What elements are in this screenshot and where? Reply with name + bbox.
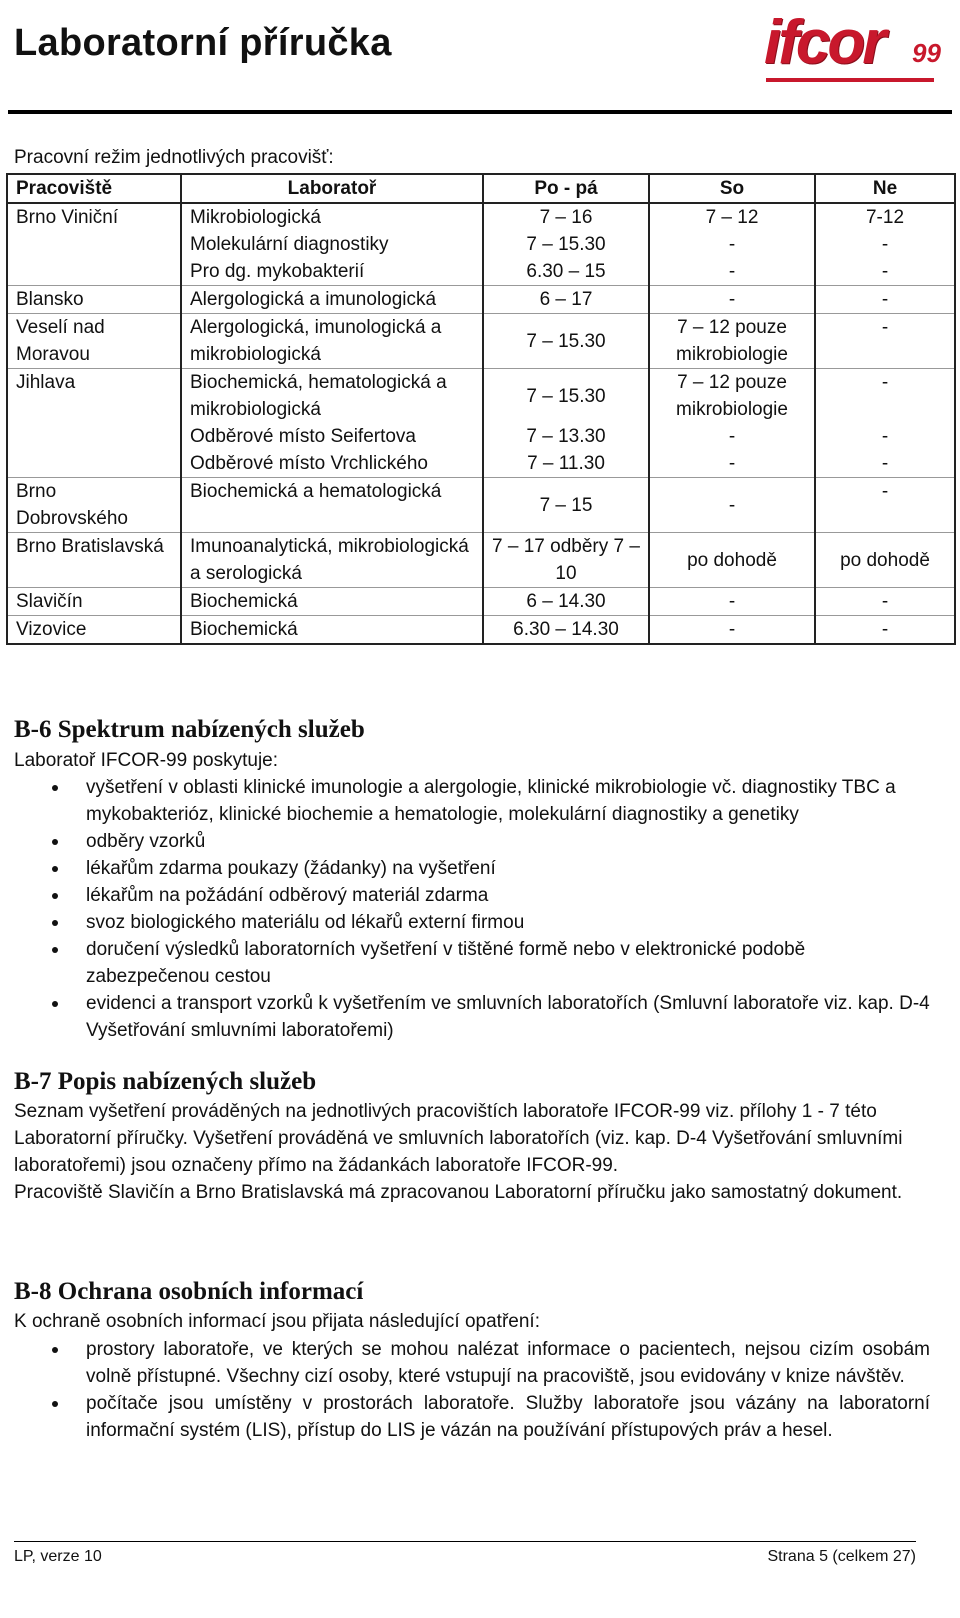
cell-so: - xyxy=(649,616,815,645)
cell-po-pa: 7 – 17 odběry 7 – 10 xyxy=(483,533,649,588)
cell-site: Brno Dobrovského xyxy=(7,478,181,533)
cell-so: 7 – 12 pouze mikrobiologie xyxy=(649,314,815,369)
list-item xyxy=(0,909,930,936)
working-hours-table xyxy=(6,173,956,645)
cell-site xyxy=(7,450,181,478)
cell-lab: Mikrobiologická xyxy=(181,203,483,231)
cell-lab: Molekulární diagnostiky xyxy=(181,231,483,258)
table-row xyxy=(7,533,955,588)
list-item-text: odběry vzorků xyxy=(86,831,206,852)
cell-so: 7 – 12 xyxy=(649,203,815,231)
list-item-text: prostory laboratoře, ve kterých se mohou nalézat informace o pacientech, nejsou cizím osobám volně přístupné. Všechny cizí osoby, které vstupují na pracoviště, jsou evidovány v knize návštěv. xyxy=(86,1339,930,1387)
list-item xyxy=(0,1336,930,1390)
logo-underline xyxy=(766,78,934,82)
column-header: Pracoviště xyxy=(7,174,181,203)
cell-so: - xyxy=(649,478,815,533)
bullet-icon xyxy=(52,1347,58,1353)
table-row xyxy=(7,423,955,450)
list-item-text: evidenci a transport vzorků k vyšetřením ve smluvních laboratořích (Smluvní laboratoře viz. kap. D-4 Vyšetřování smluvními laboratořemi) xyxy=(86,993,930,1041)
bullet-icon xyxy=(52,839,58,845)
footer-version: LP, verze 10 xyxy=(14,1548,102,1565)
cell-site: Blansko xyxy=(7,286,181,314)
bullet-icon xyxy=(52,785,58,791)
list-item-text: vyšetření v oblasti klinické imunologie a alergologie, klinické mikrobiologie vč. diagnostiky TBC a mykobakterióz, klinické biochemie a hematologie, molekulární diagnostiky a genetiky xyxy=(86,777,896,825)
cell-lab: Biochemická xyxy=(181,588,483,616)
cell-po-pa: 7 – 16 xyxy=(483,203,649,231)
cell-so: po dohodě xyxy=(649,533,815,588)
list-item-text: počítače jsou umístěny v prostorách laboratoře. Služby laboratoře jsou vázány na laboratorní informační systém (LIS), přístup do LIS je vázán na používání přístupových práv a hesel. xyxy=(86,1393,930,1441)
header-divider xyxy=(8,110,952,114)
section-heading-b7: B-7 Popis nabízených služeb xyxy=(14,1068,317,1095)
cell-site xyxy=(7,231,181,258)
cell-ne: - xyxy=(815,369,955,424)
cell-ne: - xyxy=(815,314,955,369)
cell-site xyxy=(7,258,181,286)
list-item xyxy=(0,1390,930,1444)
bullet-icon xyxy=(52,866,58,872)
table-header-row xyxy=(7,174,955,203)
list-item xyxy=(0,774,930,828)
cell-po-pa: 6 – 17 xyxy=(483,286,649,314)
b8-intro: K ochraně osobních informací jsou přijata následující opatření: xyxy=(14,1311,540,1332)
section-heading-b8: B-8 Ochrana osobních informací xyxy=(14,1278,364,1305)
list-item xyxy=(0,936,930,990)
cell-site: Veselí nad Moravou xyxy=(7,314,181,369)
cell-lab: Pro dg. mykobakterií xyxy=(181,258,483,286)
cell-po-pa: 7 – 15.30 xyxy=(483,369,649,424)
logo-text: ifcor xyxy=(764,8,884,77)
cell-ne: - xyxy=(815,286,955,314)
cell-po-pa: 6 – 14.30 xyxy=(483,588,649,616)
cell-po-pa: 7 – 15.30 xyxy=(483,231,649,258)
table-row xyxy=(7,450,955,478)
table-row xyxy=(7,231,955,258)
cell-po-pa: 6.30 – 14.30 xyxy=(483,616,649,645)
bullet-icon xyxy=(52,947,58,953)
list-item-text: svoz biologického materiálu od lékařů externí firmou xyxy=(86,912,525,933)
cell-lab: Alergologická, imunologická a mikrobiologická xyxy=(181,314,483,369)
cell-lab: Odběrové místo Seifertova xyxy=(181,423,483,450)
cell-so: 7 – 12 pouze mikrobiologie xyxy=(649,369,815,424)
cell-ne: - xyxy=(815,423,955,450)
cell-po-pa: 7 – 11.30 xyxy=(483,450,649,478)
table-caption: Pracovní režim jednotlivých pracovišť: xyxy=(14,147,334,168)
cell-site: Brno Bratislavská xyxy=(7,533,181,588)
cell-so: - xyxy=(649,258,815,286)
b6-list xyxy=(0,774,930,1044)
cell-ne: - xyxy=(815,231,955,258)
cell-ne: - xyxy=(815,450,955,478)
table-row xyxy=(7,478,955,533)
bullet-icon xyxy=(52,920,58,926)
table-row xyxy=(7,286,955,314)
column-header: Ne xyxy=(815,174,955,203)
table-row xyxy=(7,203,955,231)
ifcor-logo xyxy=(764,4,946,86)
table-row xyxy=(7,588,955,616)
cell-po-pa: 7 – 15 xyxy=(483,478,649,533)
list-item-text: doručení výsledků laboratorních vyšetření v tištěné formě nebo v elektronické podobě zabezpečenou cestou xyxy=(86,939,806,987)
cell-site: Jihlava xyxy=(7,369,181,424)
b8-list xyxy=(0,1336,930,1444)
footer-page-number: Strana 5 (celkem 27) xyxy=(767,1548,916,1565)
column-header: Po - pá xyxy=(483,174,649,203)
cell-so: - xyxy=(649,286,815,314)
cell-site: Brno Viniční xyxy=(7,203,181,231)
table-row xyxy=(7,369,955,424)
list-item xyxy=(0,855,930,882)
table-row xyxy=(7,616,955,645)
bullet-icon xyxy=(52,1401,58,1407)
cell-lab: Alergologická a imunologická xyxy=(181,286,483,314)
cell-po-pa: 7 – 13.30 xyxy=(483,423,649,450)
cell-lab: Biochemická xyxy=(181,616,483,645)
cell-so: - xyxy=(649,588,815,616)
cell-lab: Biochemická a hematologická xyxy=(181,478,483,533)
cell-so: - xyxy=(649,231,815,258)
list-item xyxy=(0,828,930,855)
table-row xyxy=(7,258,955,286)
table-row xyxy=(7,314,955,369)
cell-ne: - xyxy=(815,478,955,533)
cell-po-pa: 6.30 – 15 xyxy=(483,258,649,286)
cell-so: - xyxy=(649,450,815,478)
list-item-text: lékařům zdarma poukazy (žádanky) na vyšetření xyxy=(86,858,496,879)
cell-site xyxy=(7,423,181,450)
cell-ne: - xyxy=(815,258,955,286)
cell-site: Slavičín xyxy=(7,588,181,616)
list-item xyxy=(0,990,930,1044)
bullet-icon xyxy=(52,893,58,899)
column-header: So xyxy=(649,174,815,203)
cell-so: - xyxy=(649,423,815,450)
bullet-icon xyxy=(52,1001,58,1007)
section-heading-b6: B-6 Spektrum nabízených služeb xyxy=(14,716,365,743)
cell-lab: Imunoanalytická, mikrobiologická a serologická xyxy=(181,533,483,588)
column-header: Laboratoř xyxy=(181,174,483,203)
cell-lab: Biochemická, hematologická a mikrobiologická xyxy=(181,369,483,424)
b7-paragraph-2: Pracoviště Slavičín a Brno Bratislavská má zpracovanou Laboratorní příručku jako samostatný dokument. xyxy=(14,1182,903,1203)
logo-number: 99 xyxy=(912,38,941,68)
list-item-text: lékařům na požádání odběrový materiál zdarma xyxy=(86,885,489,906)
cell-po-pa: 7 – 15.30 xyxy=(483,314,649,369)
cell-ne: 7-12 xyxy=(815,203,955,231)
cell-ne: po dohodě xyxy=(815,533,955,588)
b6-intro: Laboratoř IFCOR-99 poskytuje: xyxy=(14,750,279,771)
cell-lab: Odběrové místo Vrchlického xyxy=(181,450,483,478)
page-title: Laboratorní příručka xyxy=(14,22,392,64)
cell-ne: - xyxy=(815,616,955,645)
cell-site: Vizovice xyxy=(7,616,181,645)
b7-paragraph: Seznam vyšetření prováděných na jednotlivých pracovištích laboratoře IFCOR-99 viz. přílohy 1 - 7 této Laboratorní příručky. Vyšetření prováděná ve smluvních laboratořích (viz. kap. D-4 Vyšetřování smluvními laboratořemi) jsou označeny přímo na žádankách laboratoře IFCOR-99. xyxy=(14,1101,903,1176)
cell-ne: - xyxy=(815,588,955,616)
list-item xyxy=(0,882,930,909)
footer-divider xyxy=(14,1541,916,1542)
